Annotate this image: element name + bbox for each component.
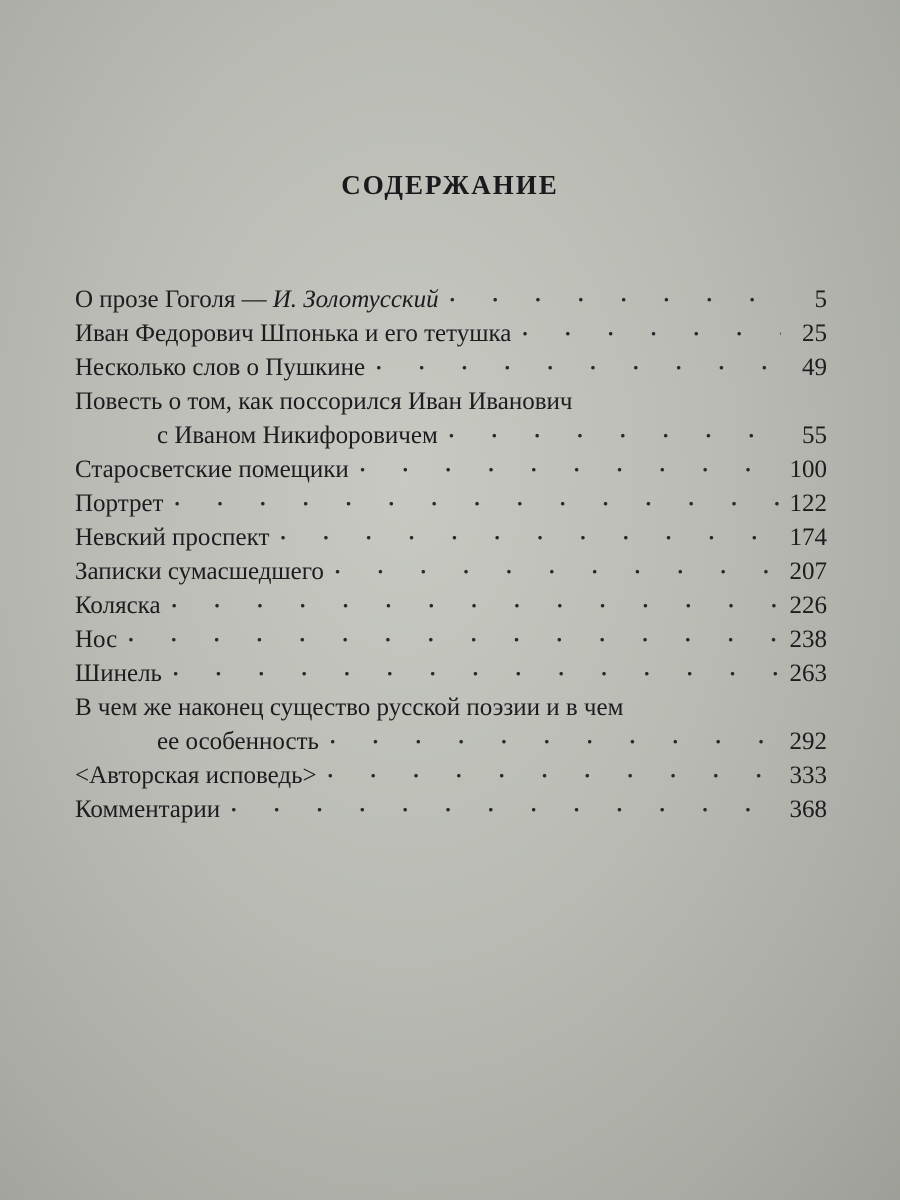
toc-line	[75, 623, 827, 657]
toc-line	[75, 691, 827, 725]
toc-entry	[75, 317, 827, 351]
toc-entry	[75, 521, 827, 555]
toc-line	[75, 555, 827, 589]
dot-leader	[173, 487, 781, 521]
toc-page-number: 55	[802, 422, 827, 449]
toc-page-number: 49	[802, 354, 827, 381]
toc-line	[75, 283, 827, 317]
toc-line-continuation	[75, 419, 827, 453]
toc-line-continuation	[75, 725, 827, 759]
toc-entry	[75, 623, 827, 657]
toc-line	[75, 317, 827, 351]
toc-entry	[75, 487, 827, 521]
toc-page-number: 368	[789, 796, 827, 823]
toc-line	[75, 385, 827, 419]
toc-entry-title-continued: с Иваном Никифоровичем	[157, 422, 438, 449]
toc-entry	[75, 657, 827, 691]
toc-entry	[75, 453, 827, 487]
toc-entry	[75, 351, 827, 385]
toc-entry	[75, 759, 827, 793]
dot-leader	[171, 589, 781, 623]
toc-page-number: 263	[789, 660, 827, 687]
toc-entry	[75, 691, 827, 759]
toc-entry-title: Иван Федорович Шпонька и его тетушка	[75, 320, 512, 347]
toc-line	[75, 589, 827, 623]
toc-entry-title: Старосветские помещики	[75, 456, 349, 483]
dot-leader	[359, 453, 781, 487]
dot-leader	[127, 623, 781, 657]
toc-line	[75, 487, 827, 521]
toc-entry-title: Комментарии	[75, 796, 221, 823]
toc-line	[75, 521, 827, 555]
toc-entry	[75, 283, 827, 317]
toc-entry-title: Коляска	[75, 592, 161, 619]
dot-leader	[172, 657, 781, 691]
toc-entry-title: Невский проспект	[75, 524, 270, 551]
toc-entry-title: Несколько слов о Пушкине	[75, 354, 366, 381]
toc-page-number: 174	[789, 524, 827, 551]
toc-line	[75, 351, 827, 385]
dot-leader	[279, 521, 781, 555]
toc-entry-title: В чем же наконец существо русской поэзии и в чем	[75, 694, 624, 721]
toc-entry-title-continued: ее особенность	[157, 728, 319, 755]
toc-line	[75, 453, 827, 487]
toc-page-number: 100	[789, 456, 827, 483]
toc-entry-title: <Авторская исповедь>	[75, 762, 317, 789]
toc-page-number: 25	[802, 320, 827, 347]
toc-page-number: 238	[789, 626, 827, 653]
toc-list	[75, 283, 827, 827]
toc-page-number: 207	[789, 558, 827, 585]
toc-page-number: 226	[789, 592, 827, 619]
toc-page-number: 122	[789, 490, 827, 517]
toc-entry-title: Повесть о том, как поссорился Иван Иванович	[75, 388, 573, 415]
toc-entry-title: Записки сумасшедшего	[75, 558, 324, 585]
dot-leader	[334, 555, 781, 589]
toc-entry-title: Шинель	[75, 660, 162, 687]
toc-page-number: 5	[814, 286, 827, 313]
toc-entry	[75, 589, 827, 623]
dot-leader	[448, 419, 781, 453]
toc-heading: СОДЕРЖАНИЕ	[341, 170, 559, 200]
toc-entry	[75, 385, 827, 453]
toc-line	[75, 793, 827, 827]
dot-leader	[329, 725, 781, 759]
toc-page-number: 333	[789, 762, 827, 789]
toc-entry-title: Портрет	[75, 490, 164, 517]
dot-leader	[327, 759, 781, 793]
toc-entry	[75, 793, 827, 827]
toc-line	[75, 657, 827, 691]
toc-page-number: 292	[789, 728, 827, 755]
toc-entry	[75, 555, 827, 589]
toc-entry-author: И. Золотусский	[272, 286, 439, 313]
dot-leader	[449, 283, 781, 317]
toc-entry-title: Нос	[75, 626, 118, 653]
dot-leader	[375, 351, 781, 385]
toc-line	[75, 759, 827, 793]
dot-leader	[521, 317, 781, 351]
toc-entry-title: О прозе Гоголя —	[75, 286, 267, 313]
dot-leader	[230, 793, 781, 827]
